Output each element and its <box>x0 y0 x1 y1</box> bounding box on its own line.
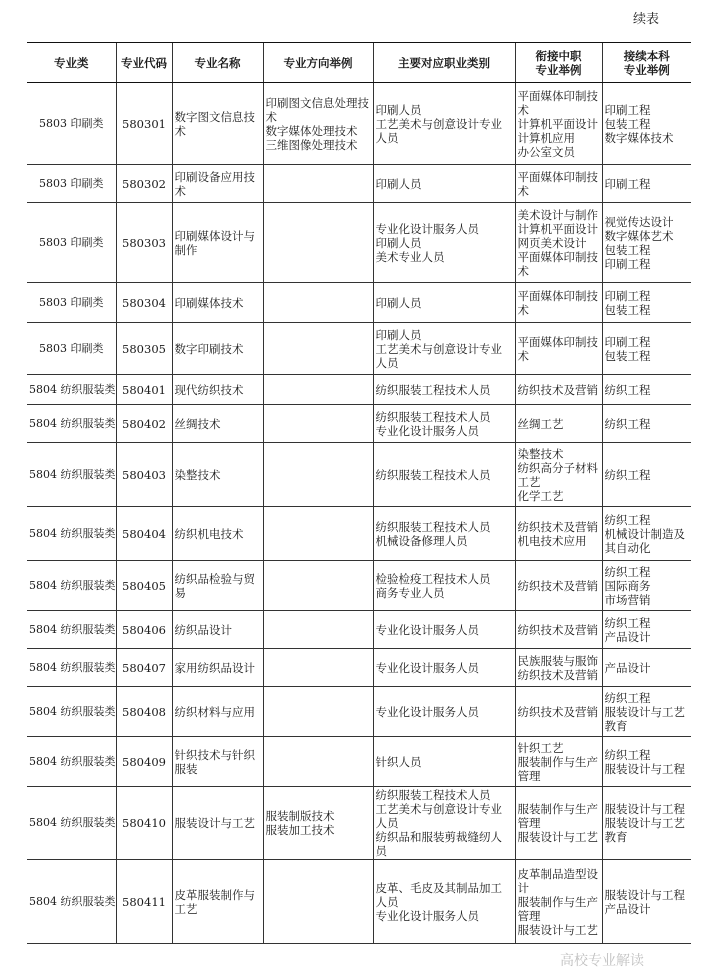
occupation-category: 专业化设计服务人员 <box>373 687 515 737</box>
major-table <box>27 42 691 944</box>
major-direction <box>263 561 373 611</box>
secondary-major: 纺织技术及营销 <box>515 611 602 649</box>
major-code: 580410 <box>116 787 172 860</box>
major-code: 580305 <box>116 323 172 375</box>
table-row <box>27 737 691 787</box>
major-direction <box>263 323 373 375</box>
table-header-row <box>27 43 691 83</box>
major-code: 580406 <box>116 611 172 649</box>
occupation-category: 专业化设计服务人员 印刷人员 美术专业人员 <box>373 203 515 283</box>
bachelor-major: 纺织工程 <box>602 443 691 507</box>
occupation-category: 印刷人员 工艺美术与创意设计专业人员 <box>373 323 515 375</box>
table-row <box>27 561 691 611</box>
major-code: 580301 <box>116 83 172 165</box>
major-category: 5804 纺织服装类 <box>27 687 116 737</box>
secondary-major: 染整技术 纺织高分子材料工艺 化学工艺 <box>515 443 602 507</box>
major-direction <box>263 283 373 323</box>
major-code: 580303 <box>116 203 172 283</box>
major-code: 580302 <box>116 165 172 203</box>
major-code: 580403 <box>116 443 172 507</box>
bachelor-major: 纺织工程 服装设计与工艺教育 <box>602 687 691 737</box>
table-row <box>27 443 691 507</box>
secondary-major: 针织工艺 服装制作与生产管理 <box>515 737 602 787</box>
major-category: 5804 纺织服装类 <box>27 860 116 944</box>
occupation-category: 印刷人员 <box>373 165 515 203</box>
bachelor-major: 纺织工程 <box>602 375 691 405</box>
major-category: 5803 印刷类 <box>27 165 116 203</box>
major-name: 数字印刷技术 <box>172 323 263 375</box>
table-row <box>27 860 691 944</box>
major-code: 580405 <box>116 561 172 611</box>
table-row <box>27 375 691 405</box>
major-category: 5804 纺织服装类 <box>27 787 116 860</box>
continued-label: 续表 <box>632 12 659 27</box>
bachelor-major: 印刷工程 包装工程 <box>602 323 691 375</box>
secondary-major: 服装制作与生产管理 服装设计与工艺 <box>515 787 602 860</box>
major-name: 纺织品检验与贸易 <box>172 561 263 611</box>
secondary-major: 纺织技术及营销 <box>515 687 602 737</box>
major-direction <box>263 203 373 283</box>
major-category: 5803 印刷类 <box>27 203 116 283</box>
table-row <box>27 165 691 203</box>
secondary-major: 美术设计与制作 计算机平面设计 网页美术设计 平面媒体印制技术 <box>515 203 602 283</box>
major-name: 针织技术与针织服装 <box>172 737 263 787</box>
bachelor-major: 服装设计与工程 服装设计与工艺教育 <box>602 787 691 860</box>
bachelor-major: 印刷工程 <box>602 165 691 203</box>
table-row <box>27 507 691 561</box>
major-name: 数字图文信息技术 <box>172 83 263 165</box>
column-header: 衔接中职 专业举例 <box>515 43 602 83</box>
bachelor-major: 纺织工程 服装设计与工程 <box>602 737 691 787</box>
table-row <box>27 203 691 283</box>
major-direction <box>263 649 373 687</box>
major-name: 皮革服装制作与工艺 <box>172 860 263 944</box>
major-code: 580411 <box>116 860 172 944</box>
occupation-category: 印刷人员 <box>373 283 515 323</box>
bachelor-major: 印刷工程 包装工程 <box>602 283 691 323</box>
major-direction <box>263 405 373 443</box>
major-direction <box>263 611 373 649</box>
secondary-major: 纺织技术及营销 <box>515 561 602 611</box>
major-name: 染整技术 <box>172 443 263 507</box>
major-category: 5804 纺织服装类 <box>27 507 116 561</box>
major-code: 580407 <box>116 649 172 687</box>
bachelor-major: 产品设计 <box>602 649 691 687</box>
major-category: 5804 纺织服装类 <box>27 611 116 649</box>
major-name: 丝绸技术 <box>172 405 263 443</box>
table-body <box>27 83 691 944</box>
column-header: 专业方向举例 <box>263 43 373 83</box>
major-name: 现代纺织技术 <box>172 375 263 405</box>
major-name: 家用纺织品设计 <box>172 649 263 687</box>
occupation-category: 纺织服装工程技术人员 机械设备修理人员 <box>373 507 515 561</box>
major-name: 印刷设备应用技术 <box>172 165 263 203</box>
major-category: 5804 纺织服装类 <box>27 405 116 443</box>
major-name: 纺织机电技术 <box>172 507 263 561</box>
bachelor-major: 纺织工程 产品设计 <box>602 611 691 649</box>
column-header: 专业代码 <box>116 43 172 83</box>
occupation-category: 针织人员 <box>373 737 515 787</box>
secondary-major: 丝绸工艺 <box>515 405 602 443</box>
secondary-major: 平面媒体印制技术 计算机平面设计 计算机应用 办公室文员 <box>515 83 602 165</box>
major-direction <box>263 375 373 405</box>
major-category: 5803 印刷类 <box>27 83 116 165</box>
major-name: 服装设计与工艺 <box>172 787 263 860</box>
major-name: 纺织材料与应用 <box>172 687 263 737</box>
bachelor-major: 视觉传达设计 数字媒体艺术 包装工程 印刷工程 <box>602 203 691 283</box>
major-code: 580402 <box>116 405 172 443</box>
major-direction <box>263 687 373 737</box>
table-row <box>27 83 691 165</box>
occupation-category: 纺织服装工程技术人员 <box>373 375 515 405</box>
secondary-major: 平面媒体印制技术 <box>515 165 602 203</box>
major-category: 5804 纺织服装类 <box>27 375 116 405</box>
major-category: 5804 纺织服装类 <box>27 443 116 507</box>
table-row <box>27 283 691 323</box>
major-category: 5803 印刷类 <box>27 283 116 323</box>
major-name: 印刷媒体设计与制作 <box>172 203 263 283</box>
bachelor-major: 纺织工程 机械设计制造及其自动化 <box>602 507 691 561</box>
table-row <box>27 405 691 443</box>
major-category: 5803 印刷类 <box>27 323 116 375</box>
column-header: 专业名称 <box>172 43 263 83</box>
major-category: 5804 纺织服装类 <box>27 561 116 611</box>
major-direction <box>263 507 373 561</box>
major-direction <box>263 165 373 203</box>
major-category: 5804 纺织服装类 <box>27 737 116 787</box>
table-row <box>27 611 691 649</box>
major-direction: 印刷图文信息处理技术 数字媒体处理技术 三维图像处理技术 <box>263 83 373 165</box>
occupation-category: 专业化设计服务人员 <box>373 611 515 649</box>
bachelor-major: 纺织工程 <box>602 405 691 443</box>
secondary-major: 皮革制品造型设计 服装制作与生产管理 服装设计与工艺 <box>515 860 602 944</box>
major-code: 580304 <box>116 283 172 323</box>
table-row <box>27 687 691 737</box>
bachelor-major: 服装设计与工程 产品设计 <box>602 860 691 944</box>
occupation-category: 纺织服装工程技术人员 工艺美术与创意设计专业人员 纺织品和服装剪裁缝纫人员 <box>373 787 515 860</box>
table-row <box>27 649 691 687</box>
secondary-major: 纺织技术及营销 机电技术应用 <box>515 507 602 561</box>
major-code: 580404 <box>116 507 172 561</box>
secondary-major: 纺织技术及营销 <box>515 375 602 405</box>
major-code: 580408 <box>116 687 172 737</box>
watermark-text: 高校专业解读 <box>560 953 644 969</box>
major-name: 纺织品设计 <box>172 611 263 649</box>
secondary-major: 平面媒体印制技术 <box>515 283 602 323</box>
table-row <box>27 323 691 375</box>
bachelor-major: 印刷工程 包装工程 数字媒体技术 <box>602 83 691 165</box>
major-category: 5804 纺织服装类 <box>27 649 116 687</box>
column-header: 主要对应职业类别 <box>373 43 515 83</box>
major-direction <box>263 860 373 944</box>
occupation-category: 印刷人员 工艺美术与创意设计专业人员 <box>373 83 515 165</box>
column-header: 接续本科 专业举例 <box>602 43 691 83</box>
table-row <box>27 787 691 860</box>
column-header: 专业类 <box>27 43 116 83</box>
major-direction <box>263 443 373 507</box>
occupation-category: 检验检疫工程技术人员 商务专业人员 <box>373 561 515 611</box>
major-direction: 服装制版技术 服装加工技术 <box>263 787 373 860</box>
major-direction <box>263 737 373 787</box>
secondary-major: 民族服装与服饰 纺织技术及营销 <box>515 649 602 687</box>
major-name: 印刷媒体技术 <box>172 283 263 323</box>
bachelor-major: 纺织工程 国际商务 市场营销 <box>602 561 691 611</box>
occupation-category: 皮革、毛皮及其制品加工人员 专业化设计服务人员 <box>373 860 515 944</box>
major-code: 580401 <box>116 375 172 405</box>
secondary-major: 平面媒体印制技术 <box>515 323 602 375</box>
occupation-category: 纺织服装工程技术人员 专业化设计服务人员 <box>373 405 515 443</box>
occupation-category: 纺织服装工程技术人员 <box>373 443 515 507</box>
major-code: 580409 <box>116 737 172 787</box>
occupation-category: 专业化设计服务人员 <box>373 649 515 687</box>
